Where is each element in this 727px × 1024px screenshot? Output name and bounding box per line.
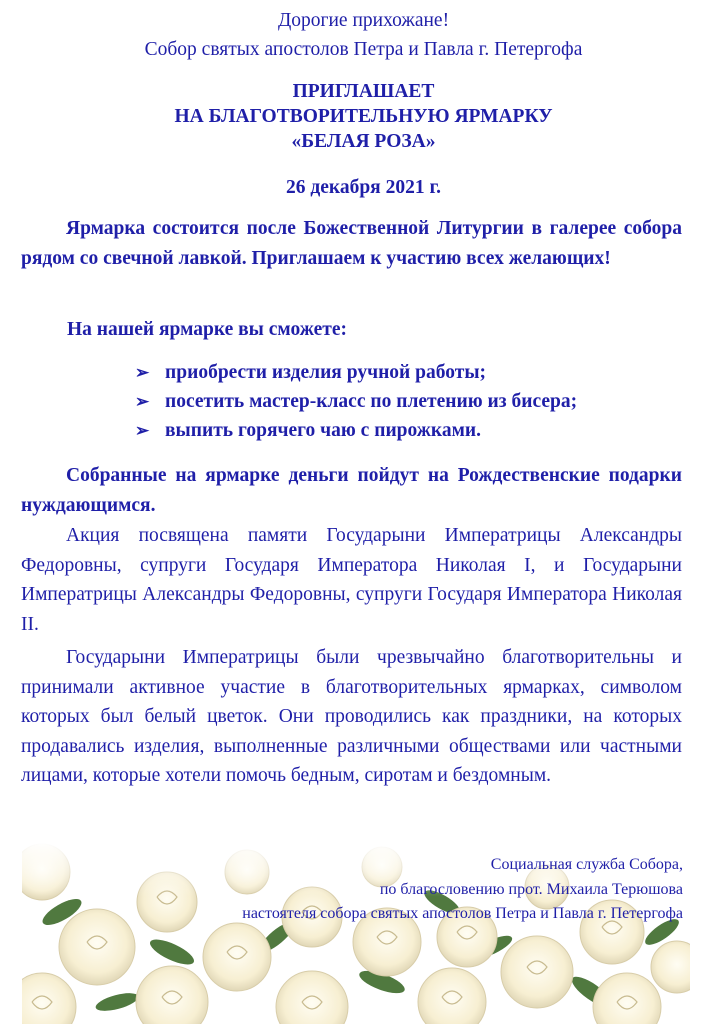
list-item-text: выпить горячего чаю с пирожками. (165, 420, 482, 441)
arrow-bullet-icon: ➢ (135, 363, 150, 382)
list-item (135, 416, 577, 445)
event-date: 26 декабря 2021 г. (285, 177, 441, 198)
activities-intro: На нашей ярмарке вы сможете: (67, 319, 347, 340)
paragraph-donations: Собранные на ярмарке деньги пойдут на Рождественские подарки нуждающимся. (21, 465, 682, 516)
signature-line-3: настоятеля собора святых апостолов Петра и Павла г. Петергофа (242, 905, 683, 922)
invitation-title (0, 79, 727, 154)
parish-name: Собор святых апостолов Петра и Павла г. Петергофа (144, 39, 583, 60)
paragraph-location: Ярмарка состоится после Божественной Литургии в галерее собора рядом со свечной лавкой. Приглашаем к участию всех желающих! (21, 218, 682, 269)
signature-block (242, 853, 683, 927)
title-line-1: ПРИГЛАШАЕТ (292, 81, 435, 102)
paragraph-history: Государыни Императрицы были чрезвычайно благотворительны и принимали активное участие в благотворительных ярмарках, символом которых был белый цветок. Они проводились как праздники, на которых продавались изделия, выполненные различными обществами или частными лицами, которые хотели помочь бедным, сиротам и бездомным. (21, 647, 682, 786)
title-line-2: НА БЛАГОТВОРИТЕЛЬНУЮ ЯРМАРКУ (174, 106, 553, 127)
greeting: Дорогие прихожане! (277, 10, 450, 31)
arrow-bullet-icon: ➢ (135, 421, 150, 440)
list-item (135, 387, 577, 416)
arrow-bullet-icon: ➢ (135, 392, 150, 411)
list-item-text: приобрести изделия ручной работы; (165, 362, 487, 383)
activities-list (135, 358, 577, 445)
title-line-3: «БЕЛАЯ РОЗА» (291, 131, 436, 152)
list-item-text: посетить мастер-класс по плетению из бисера; (165, 391, 578, 412)
paragraph-dedication: Акция посвящена памяти Государыни Императрицы Александры Федоровны, супруги Государя Императора Николая I, и Государыни Императрицы Александры Федоровны, супруги Государя Императора Николая II. (21, 525, 682, 635)
list-item (135, 358, 577, 387)
signature-line-2: по благословению прот. Михаила Терюшова (379, 880, 683, 898)
signature-line-1: Социальная служба Собора, (490, 856, 683, 873)
